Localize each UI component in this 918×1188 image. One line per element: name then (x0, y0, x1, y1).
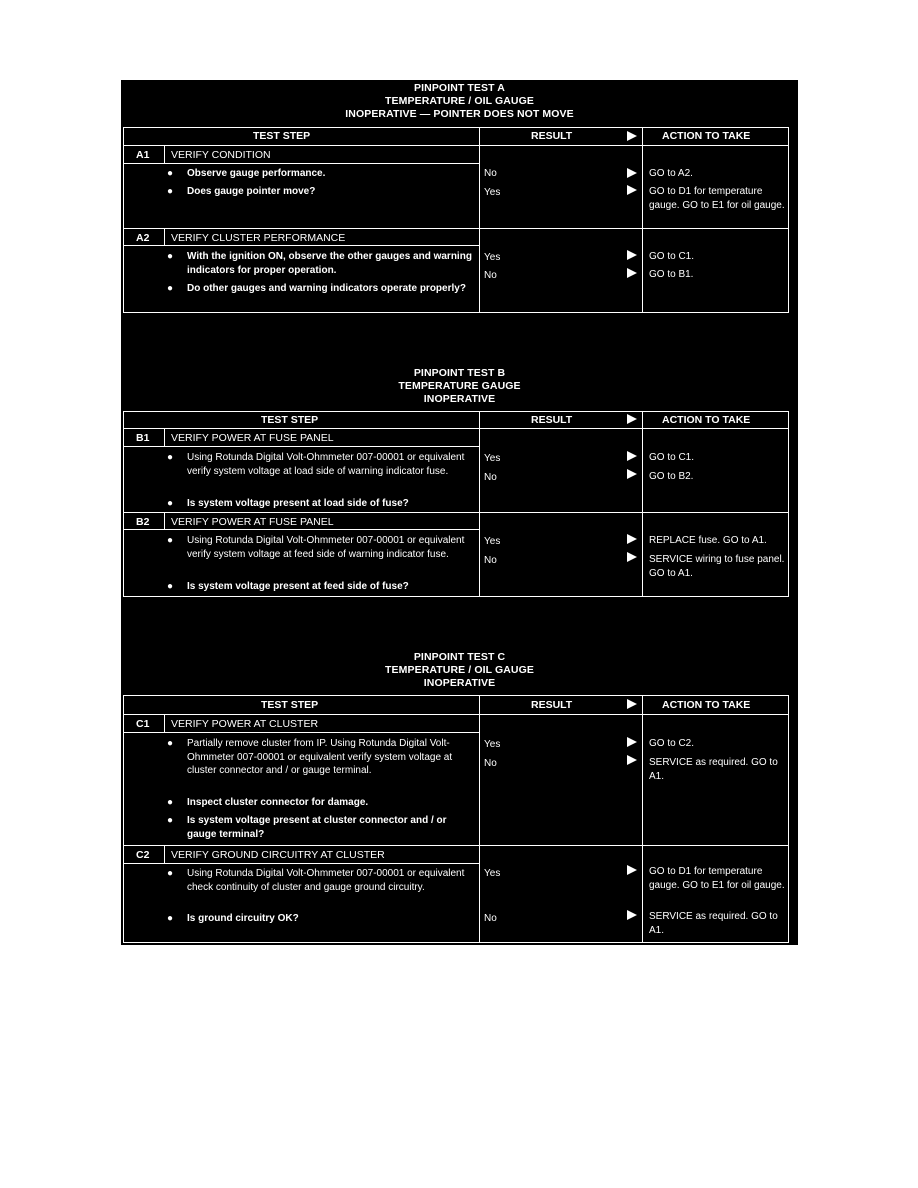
result-value: Yes (484, 868, 501, 879)
result-value: No (484, 168, 497, 179)
arrow-icon (627, 534, 637, 544)
arrow-icon (627, 737, 637, 747)
arrow-icon (627, 755, 637, 765)
step-id: B1 (136, 432, 150, 444)
title-line: PINPOINT TEST B (413, 367, 506, 379)
arrow-icon (627, 168, 637, 178)
step-title: VERIFY POWER AT CLUSTER (171, 718, 319, 730)
result-value: Yes (484, 536, 501, 547)
action-text: GO to A2. (649, 168, 693, 179)
result-header: RESULT (531, 414, 573, 426)
result-value: Yes (484, 252, 501, 263)
test-step-header: TEST STEP (253, 130, 311, 142)
title-line: INOPERATIVE (423, 677, 496, 689)
arrow-icon (627, 910, 637, 920)
bullet-icon: ● (167, 581, 174, 592)
arrow-icon (627, 552, 637, 562)
arrow-icon (627, 250, 637, 260)
title-line: TEMPERATURE GAUGE (398, 380, 521, 392)
result-value: No (484, 472, 497, 483)
step-id: B2 (136, 516, 150, 528)
action-text: GO to C1. (649, 251, 695, 262)
step-id: C2 (136, 849, 150, 861)
action-text: GO to C2. (649, 738, 695, 749)
bullet-icon: ● (167, 251, 174, 262)
bullet-icon: ● (167, 815, 174, 826)
bullet-icon: ● (167, 498, 174, 509)
arrow-icon (627, 469, 637, 479)
step-id: A1 (136, 149, 150, 161)
action-text: GO to D1 for temperature gauge. GO to E1 for oil gauge. (649, 866, 785, 891)
step-title: VERIFY POWER AT FUSE PANEL (171, 516, 334, 528)
step-title: VERIFY GROUND CIRCUITRY AT CLUSTER (171, 849, 385, 861)
instruction-text: Do other gauges and warning indicators operate properly? (187, 283, 466, 294)
pinpoint-test-c-title (121, 651, 798, 690)
title-line: PINPOINT TEST A (414, 82, 505, 94)
title-line: INOPERATIVE (423, 393, 496, 405)
bullet-icon: ● (167, 738, 174, 749)
result-header: RESULT (531, 130, 573, 142)
instruction-text: Partially remove cluster from IP. Using Rotunda Digital Volt-Ohmmeter 007-00001 or equivalent verify system voltage at cluster connector and / or gauge terminal. (187, 738, 453, 776)
result-value: Yes (484, 739, 501, 750)
instruction-text: Is system voltage present at load side of fuse? (187, 498, 409, 509)
action-header: ACTION TO TAKE (662, 699, 751, 711)
instruction-text: Is system voltage present at cluster connector and / or gauge terminal? (187, 815, 447, 840)
bullet-icon: ● (167, 797, 174, 808)
action-text: REPLACE fuse. GO to A1. (649, 535, 767, 546)
result-value: No (484, 758, 497, 769)
action-text: GO to B1. (649, 269, 694, 280)
title-line: TEMPERATURE / OIL GAUGE (385, 95, 534, 107)
instruction-text: Observe gauge performance. (187, 168, 326, 179)
result-value: No (484, 270, 497, 281)
arrow-icon (627, 268, 637, 278)
title-line: TEMPERATURE / OIL GAUGE (385, 664, 534, 676)
arrow-icon (627, 131, 637, 141)
instruction-text: With the ignition ON, observe the other gauges and warning indicators for proper operation. (187, 251, 472, 276)
action-text: GO to D1 for temperature gauge. GO to E1 for oil gauge. (649, 186, 785, 211)
pinpoint-test-b-table (123, 411, 789, 597)
bullet-icon: ● (167, 452, 174, 463)
action-header: ACTION TO TAKE (662, 414, 751, 426)
step-id: C1 (136, 718, 150, 730)
step-title: VERIFY CONDITION (171, 149, 271, 161)
result-value: No (484, 555, 497, 566)
result-value: Yes (484, 453, 501, 464)
action-text: GO to C1. (649, 452, 695, 463)
action-text: SERVICE as required. GO to A1. (649, 757, 778, 782)
pinpoint-test-a-table (123, 127, 789, 313)
bullet-icon: ● (167, 913, 174, 924)
instruction-text: Using Rotunda Digital Volt-Ohmmeter 007-00001 or equivalent verify system voltage at feed side of warning indicator fuse. (187, 535, 465, 560)
action-text: GO to B2. (649, 471, 694, 482)
step-title: VERIFY POWER AT FUSE PANEL (171, 432, 334, 444)
action-header: ACTION TO TAKE (662, 130, 751, 142)
title-line: PINPOINT TEST C (413, 651, 506, 663)
instruction-text: Using Rotunda Digital Volt-Ohmmeter 007-00001 or equivalent check continuity of cluster and gauge ground circuitry. (187, 868, 465, 893)
instruction-text: Is system voltage present at feed side of fuse? (187, 581, 409, 592)
service-manual-page (121, 80, 798, 945)
test-step-header: TEST STEP (261, 414, 319, 426)
pinpoint-test-a-title (121, 82, 798, 121)
bullet-icon: ● (167, 186, 174, 197)
action-text: SERVICE wiring to fuse panel. GO to A1. (649, 554, 785, 579)
arrow-icon (627, 451, 637, 461)
pinpoint-test-c-table (123, 695, 789, 943)
instruction-text: Using Rotunda Digital Volt-Ohmmeter 007-00001 or equivalent verify system voltage at load side of warning indicator fuse. (187, 452, 465, 477)
arrow-icon (627, 185, 637, 195)
bullet-icon: ● (167, 535, 174, 546)
instruction-text: Does gauge pointer move? (187, 186, 316, 197)
step-title: VERIFY CLUSTER PERFORMANCE (171, 232, 346, 244)
result-value: Yes (484, 187, 501, 198)
arrow-icon (627, 699, 637, 709)
step-id: A2 (136, 232, 150, 244)
bullet-icon: ● (167, 868, 174, 879)
instruction-text: Inspect cluster connector for damage. (187, 797, 369, 808)
result-header: RESULT (531, 699, 573, 711)
action-text: SERVICE as required. GO to A1. (649, 911, 778, 936)
arrow-icon (627, 865, 637, 875)
bullet-icon: ● (167, 283, 174, 294)
arrow-icon (627, 414, 637, 424)
title-line: INOPERATIVE — POINTER DOES NOT MOVE (345, 108, 574, 120)
test-step-header: TEST STEP (261, 699, 319, 711)
bullet-icon: ● (167, 168, 174, 179)
instruction-text: Is ground circuitry OK? (187, 913, 299, 924)
result-value: No (484, 913, 497, 924)
pinpoint-test-b-title (121, 367, 798, 406)
